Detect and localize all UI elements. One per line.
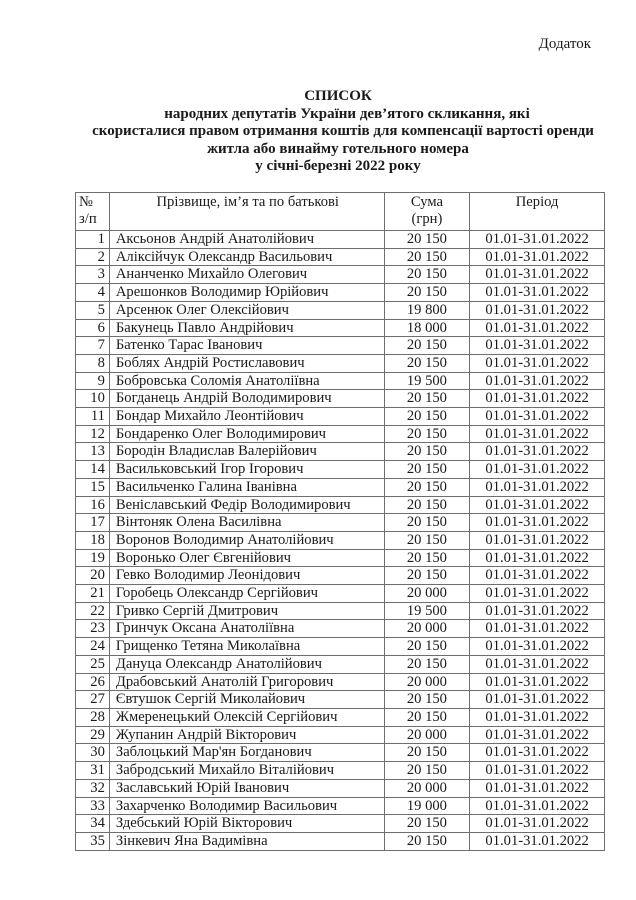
row-period: 01.01-31.01.2022 — [470, 390, 605, 408]
row-name: Веніславський Федір Володимирович — [109, 496, 384, 514]
row-number: 9 — [76, 372, 110, 390]
table-row — [76, 726, 605, 744]
row-sum: 20 150 — [384, 496, 470, 514]
row-number: 8 — [76, 354, 110, 372]
table-row — [76, 602, 605, 620]
row-number: 3 — [76, 266, 110, 284]
row-number: 31 — [76, 762, 110, 780]
table-row — [76, 585, 605, 603]
row-name: Батенко Тарас Іванович — [109, 337, 384, 355]
row-period: 01.01-31.01.2022 — [470, 567, 605, 585]
row-period: 01.01-31.01.2022 — [470, 425, 605, 443]
row-sum: 20 150 — [384, 266, 470, 284]
row-sum: 20 150 — [384, 655, 470, 673]
row-number: 27 — [76, 691, 110, 709]
table-row — [76, 496, 605, 514]
document-title — [0, 88, 636, 176]
row-name: Бондаренко Олег Володимирович — [109, 425, 384, 443]
row-number: 33 — [76, 797, 110, 815]
row-sum: 20 150 — [384, 638, 470, 656]
table-row — [76, 531, 605, 549]
row-name: Аксьонов Андрій Анатолійович — [109, 231, 384, 249]
row-period: 01.01-31.01.2022 — [470, 372, 605, 390]
table-row — [76, 797, 605, 815]
row-name: Здебський Юрій Вікторович — [109, 815, 384, 833]
row-sum: 20 150 — [384, 390, 470, 408]
row-number: 26 — [76, 673, 110, 691]
row-number: 23 — [76, 620, 110, 638]
row-sum: 20 150 — [384, 443, 470, 461]
row-name: Воронько Олег Євгенійович — [109, 549, 384, 567]
row-number: 30 — [76, 744, 110, 762]
row-sum: 20 150 — [384, 549, 470, 567]
header-number-symbol: № — [79, 194, 93, 210]
table-row — [76, 514, 605, 532]
row-sum: 18 000 — [384, 319, 470, 337]
row-name: Боблях Андрій Ростиславович — [109, 354, 384, 372]
row-period: 01.01-31.01.2022 — [470, 337, 605, 355]
row-sum: 20 150 — [384, 408, 470, 426]
table-row — [76, 620, 605, 638]
row-sum: 20 000 — [384, 620, 470, 638]
row-sum: 20 000 — [384, 673, 470, 691]
table-row — [76, 832, 605, 850]
deputies-table — [75, 192, 605, 851]
row-period: 01.01-31.01.2022 — [470, 602, 605, 620]
row-period: 01.01-31.01.2022 — [470, 832, 605, 850]
table-row — [76, 549, 605, 567]
row-name: Драбовський Анатолій Григорович — [109, 673, 384, 691]
row-sum: 20 150 — [384, 762, 470, 780]
row-number: 25 — [76, 655, 110, 673]
table-row — [76, 815, 605, 833]
row-sum: 20 150 — [384, 231, 470, 249]
row-sum: 20 150 — [384, 478, 470, 496]
table-row — [76, 231, 605, 249]
row-number: 7 — [76, 337, 110, 355]
row-sum: 20 150 — [384, 567, 470, 585]
title-line: скористалися правом отримання коштів для компенсації вартості оренди — [92, 123, 594, 140]
row-period: 01.01-31.01.2022 — [470, 461, 605, 479]
row-name: Васильченко Галина Іванівна — [109, 478, 384, 496]
table-row — [76, 372, 605, 390]
row-name: Жмеренецький Олексій Сергійович — [109, 708, 384, 726]
row-sum: 20 150 — [384, 425, 470, 443]
row-name: Арешонков Володимир Юрійович — [109, 284, 384, 302]
row-sum: 20 000 — [384, 726, 470, 744]
table-row — [76, 425, 605, 443]
row-sum: 20 150 — [384, 744, 470, 762]
row-period: 01.01-31.01.2022 — [470, 585, 605, 603]
row-number: 1 — [76, 231, 110, 249]
table-row — [76, 691, 605, 709]
row-name: Ананченко Михайло Олегович — [109, 266, 384, 284]
row-number: 19 — [76, 549, 110, 567]
row-sum: 19 000 — [384, 797, 470, 815]
row-period: 01.01-31.01.2022 — [470, 319, 605, 337]
table-row — [76, 443, 605, 461]
row-number: 12 — [76, 425, 110, 443]
row-number: 11 — [76, 408, 110, 426]
row-number: 32 — [76, 779, 110, 797]
row-number: 6 — [76, 319, 110, 337]
title-line: житла або винайму готельного номера — [207, 140, 469, 157]
row-sum: 20 000 — [384, 779, 470, 797]
table-row — [76, 655, 605, 673]
row-period: 01.01-31.01.2022 — [470, 655, 605, 673]
header-number-abbrev: з/п — [79, 211, 97, 227]
row-sum: 19 500 — [384, 602, 470, 620]
table-row — [76, 779, 605, 797]
title-heading: СПИСОК — [304, 88, 372, 104]
row-period: 01.01-31.01.2022 — [470, 691, 605, 709]
row-period: 01.01-31.01.2022 — [470, 708, 605, 726]
row-number: 16 — [76, 496, 110, 514]
row-name: Горобець Олександр Сергійович — [109, 585, 384, 603]
row-sum: 20 150 — [384, 531, 470, 549]
table-header-row — [76, 193, 605, 231]
row-period: 01.01-31.01.2022 — [470, 496, 605, 514]
row-number: 14 — [76, 461, 110, 479]
row-name: Воронов Володимир Анатолійович — [109, 531, 384, 549]
header-sum-label: Сума — [410, 194, 443, 210]
table-row — [76, 248, 605, 266]
row-period: 01.01-31.01.2022 — [470, 762, 605, 780]
row-name: Захарченко Володимир Васильович — [109, 797, 384, 815]
row-period: 01.01-31.01.2022 — [470, 815, 605, 833]
row-number: 15 — [76, 478, 110, 496]
row-name: Забродський Михайло Віталійович — [109, 762, 384, 780]
table-row — [76, 673, 605, 691]
row-period: 01.01-31.01.2022 — [470, 726, 605, 744]
header-sum-unit: (грн) — [411, 211, 443, 227]
row-number: 13 — [76, 443, 110, 461]
row-period: 01.01-31.01.2022 — [470, 531, 605, 549]
row-period: 01.01-31.01.2022 — [470, 797, 605, 815]
row-period: 01.01-31.01.2022 — [470, 638, 605, 656]
row-period: 01.01-31.01.2022 — [470, 514, 605, 532]
row-period: 01.01-31.01.2022 — [470, 443, 605, 461]
row-number: 34 — [76, 815, 110, 833]
row-name: Гривко Сергій Дмитрович — [109, 602, 384, 620]
row-sum: 20 150 — [384, 708, 470, 726]
table-row — [76, 390, 605, 408]
row-period: 01.01-31.01.2022 — [470, 549, 605, 567]
row-number: 5 — [76, 301, 110, 319]
row-period: 01.01-31.01.2022 — [470, 744, 605, 762]
appendix-label: Додаток — [538, 36, 591, 52]
row-period: 01.01-31.01.2022 — [470, 478, 605, 496]
row-name: Дануца Олександр Анатолійович — [109, 655, 384, 673]
header-number — [76, 193, 110, 231]
row-name: Аліксійчук Олександр Васильович — [109, 248, 384, 266]
row-period: 01.01-31.01.2022 — [470, 231, 605, 249]
row-number: 18 — [76, 531, 110, 549]
table-row — [76, 266, 605, 284]
table-row — [76, 638, 605, 656]
row-number: 17 — [76, 514, 110, 532]
table-row — [76, 708, 605, 726]
row-name: Гринчук Оксана Анатоліївна — [109, 620, 384, 638]
row-period: 01.01-31.01.2022 — [470, 284, 605, 302]
row-name: Бородін Владислав Валерійович — [109, 443, 384, 461]
row-name: Бакунець Павло Андрійович — [109, 319, 384, 337]
table-row — [76, 319, 605, 337]
row-number: 22 — [76, 602, 110, 620]
title-line: народних депутатів України дев’ятого скликання, які — [164, 105, 530, 122]
table-row — [76, 354, 605, 372]
row-name: Арсенюк Олег Олексійович — [109, 301, 384, 319]
table-row — [76, 461, 605, 479]
header-name: Прізвище, ім’я та по батькові — [109, 193, 384, 231]
row-name: Вінтоняк Олена Василівна — [109, 514, 384, 532]
row-number: 2 — [76, 248, 110, 266]
row-name: Богданець Андрій Володимирович — [109, 390, 384, 408]
table-row — [76, 478, 605, 496]
row-sum: 20 150 — [384, 284, 470, 302]
header-period: Період — [470, 193, 605, 231]
row-sum: 20 150 — [384, 354, 470, 372]
row-name: Євтушок Сергій Миколайович — [109, 691, 384, 709]
row-period: 01.01-31.01.2022 — [470, 673, 605, 691]
row-period: 01.01-31.01.2022 — [470, 248, 605, 266]
title-line: у січні-березні 2022 року — [255, 158, 421, 175]
row-number: 21 — [76, 585, 110, 603]
row-sum: 20 150 — [384, 514, 470, 532]
row-sum: 20 150 — [384, 691, 470, 709]
row-sum: 19 800 — [384, 301, 470, 319]
row-sum: 19 500 — [384, 372, 470, 390]
table-row — [76, 567, 605, 585]
row-number: 29 — [76, 726, 110, 744]
row-period: 01.01-31.01.2022 — [470, 354, 605, 372]
table-row — [76, 762, 605, 780]
row-name: Заславський Юрій Іванович — [109, 779, 384, 797]
row-sum: 20 150 — [384, 461, 470, 479]
table-row — [76, 337, 605, 355]
row-number: 35 — [76, 832, 110, 850]
row-number: 20 — [76, 567, 110, 585]
row-sum: 20 150 — [384, 337, 470, 355]
row-name: Жупанин Андрій Вікторович — [109, 726, 384, 744]
row-name: Зінкевич Яна Вадимівна — [109, 832, 384, 850]
row-sum: 20 150 — [384, 248, 470, 266]
row-sum: 20 150 — [384, 815, 470, 833]
table-row — [76, 408, 605, 426]
row-period: 01.01-31.01.2022 — [470, 620, 605, 638]
row-name: Бобровська Соломія Анатоліївна — [109, 372, 384, 390]
row-name: Васильковський Ігор Ігорович — [109, 461, 384, 479]
row-period: 01.01-31.01.2022 — [470, 266, 605, 284]
row-name: Бондар Михайло Леонтійович — [109, 408, 384, 426]
header-sum — [384, 193, 470, 231]
row-number: 4 — [76, 284, 110, 302]
row-number: 24 — [76, 638, 110, 656]
row-name: Гевко Володимир Леонідович — [109, 567, 384, 585]
row-number: 10 — [76, 390, 110, 408]
row-sum: 20 000 — [384, 585, 470, 603]
row-name: Заблоцький Мар'ян Богданович — [109, 744, 384, 762]
row-period: 01.01-31.01.2022 — [470, 301, 605, 319]
row-sum: 20 150 — [384, 832, 470, 850]
table-row — [76, 284, 605, 302]
row-period: 01.01-31.01.2022 — [470, 408, 605, 426]
row-number: 28 — [76, 708, 110, 726]
row-period: 01.01-31.01.2022 — [470, 779, 605, 797]
table-row — [76, 744, 605, 762]
table-row — [76, 301, 605, 319]
row-name: Грищенко Тетяна Миколаївна — [109, 638, 384, 656]
